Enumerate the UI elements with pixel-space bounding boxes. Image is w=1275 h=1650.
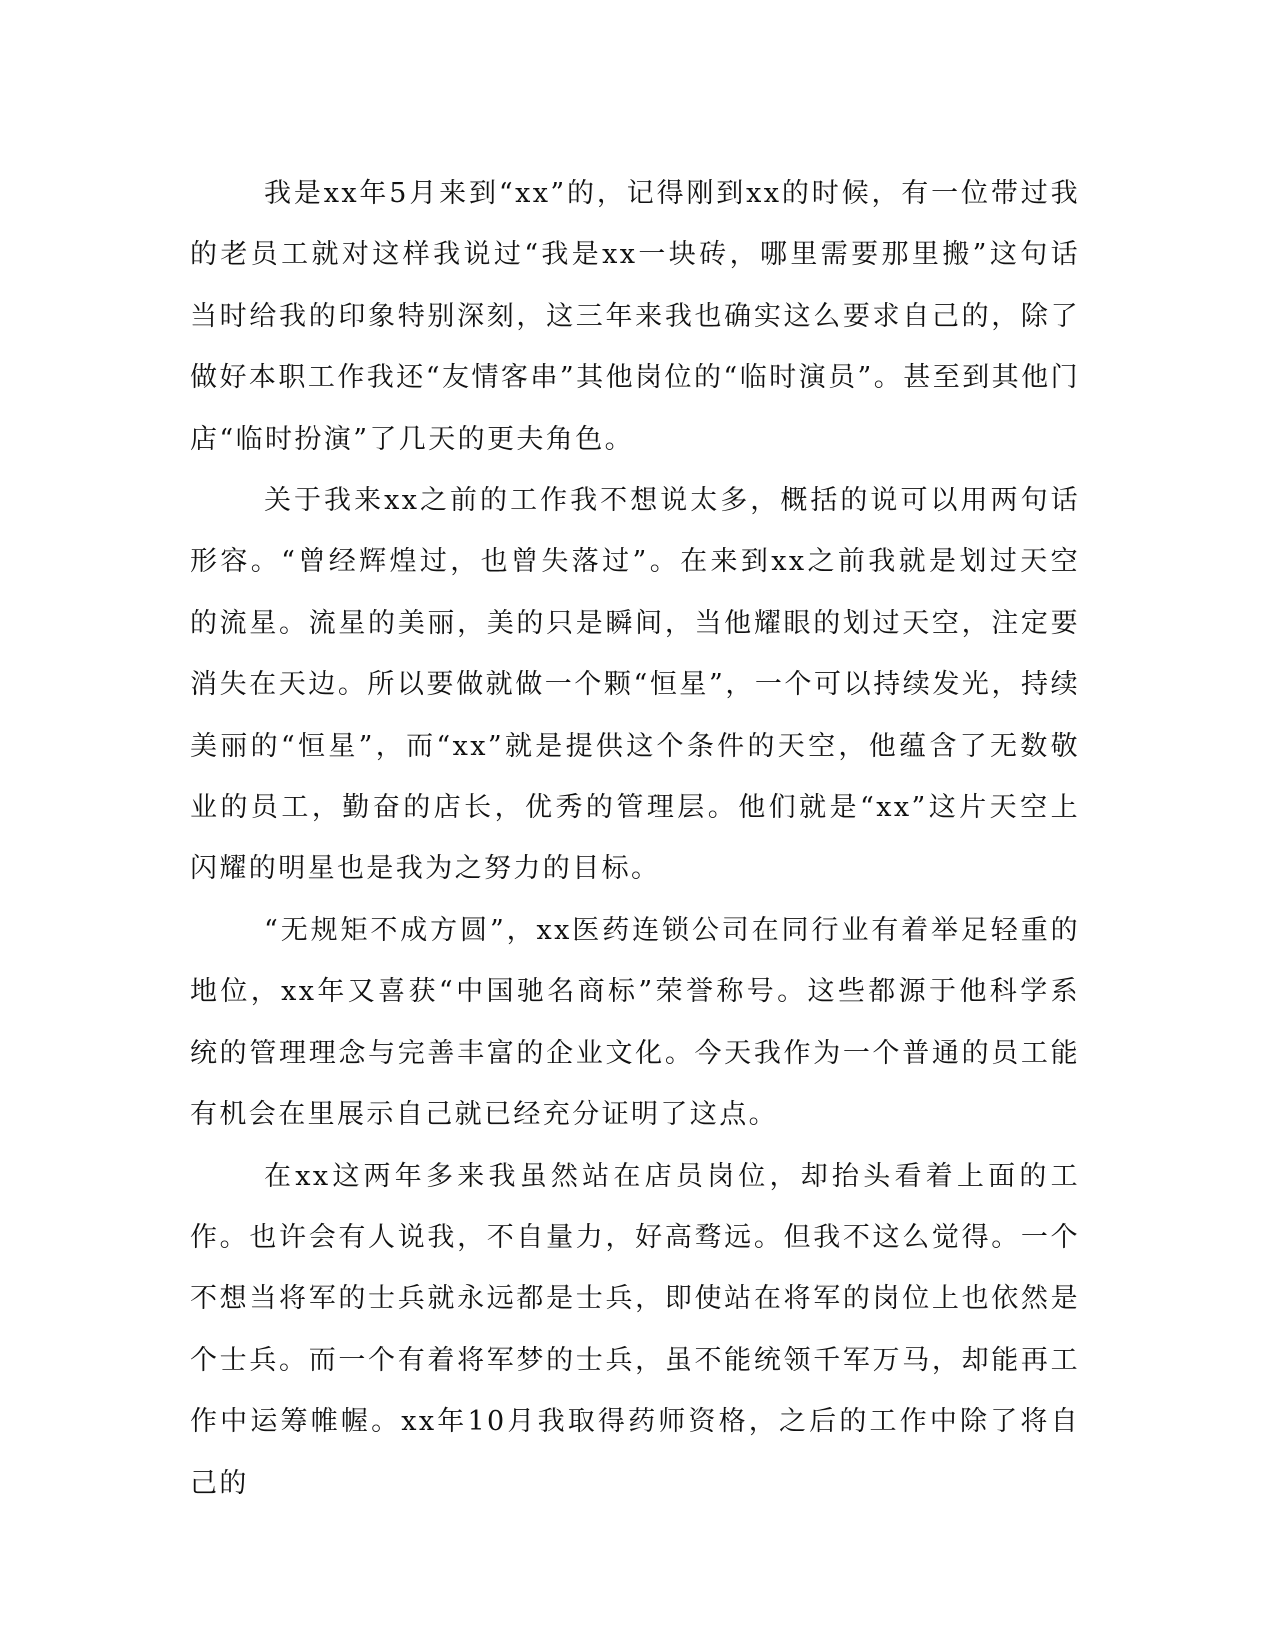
document-body (190, 163, 1080, 1514)
paragraph-2: 关于我来xx之前的工作我不想说太多，概括的说可以用两句话形容。“曾经辉煌过，也曾失落过”。在来到xx之前我就是划过天空的流星。流星的美丽，美的只是瞬间，当他耀眼的划过天空，注定要消失在天边。所以要做就做一个颗“恒星”，一个可以持续发光，持续美丽的“恒星”，而“xx”就是提供这个条件的天空，他蕴含了无数敬业的员工，勤奋的店长，优秀的管理层。他们就是“xx”这片天空上闪耀的明星也是我为之努力的目标。 (190, 485, 1080, 885)
paragraph-1: 我是xx年5月来到“xx”的，记得刚到xx的时候，有一位带过我的老员工就对这样我说过“我是xx一块砖，哪里需要那里搬”这句话当时给我的印象特别深刻，这三年来我也确实这么要求自己的，除了做好本职工作我还“友情客串”其他岗位的“临时演员”。甚至到其他门店“临时扮演”了几天的更夫角色。 (190, 178, 1080, 455)
paragraph-3: “无规矩不成方圆”，xx医药连锁公司在同行业有着举足轻重的地位，xx年又喜获“中国驰名商标”荣誉称号。这些都源于他科学系统的管理理念与完善丰富的企业文化。今天我作为一个普通的员工能有机会在里展示自己就已经充分证明了这点。 (190, 914, 1080, 1131)
paragraph-4: 在xx这两年多来我虽然站在店员岗位，却抬头看着上面的工作。也许会有人说我，不自量力，好高骛远。但我不这么觉得。一个不想当将军的士兵就永远都是士兵，即使站在将军的岗位上也依然是个士兵。而一个有着将军梦的士兵，虽不能统领千军万马，却能再工作中运筹帷幄。xx年10月我取得药师资格，之后的工作中除了将自己的 (190, 1160, 1080, 1499)
